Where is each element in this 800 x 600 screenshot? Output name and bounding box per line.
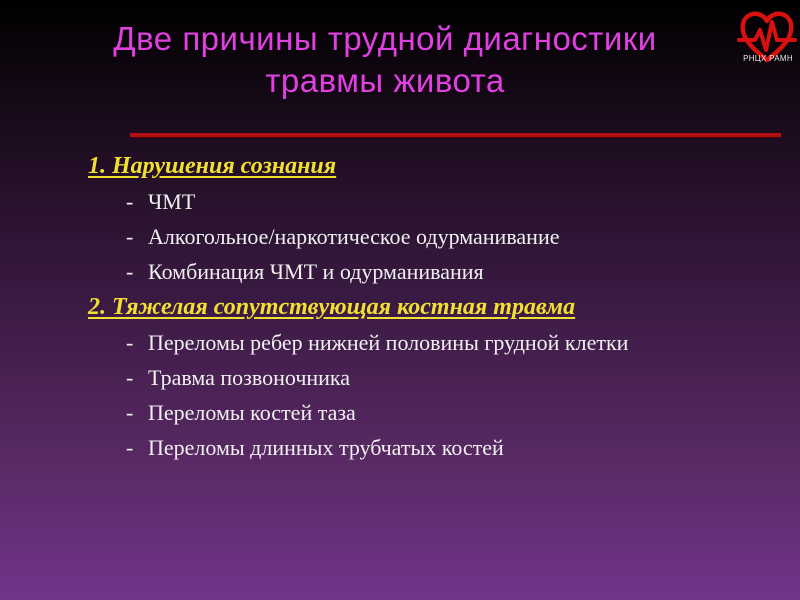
bullet-dash: - — [126, 365, 134, 390]
list-item-text: Комбинация ЧМТ и одурманивания — [148, 259, 484, 284]
list-item-text: ЧМТ — [148, 189, 196, 214]
bullet-dash: - — [126, 189, 134, 214]
section-list-consciousness — [88, 184, 778, 289]
slide-content — [88, 148, 778, 465]
list-item — [126, 430, 778, 465]
list-item — [126, 254, 778, 289]
list-item — [126, 325, 778, 360]
list-item — [126, 360, 778, 395]
list-item-text: Переломы длинных трубчатых костей — [148, 435, 504, 460]
slide-title-line-2: травмы живота — [265, 62, 505, 99]
list-item — [126, 395, 778, 430]
section-heading-consciousness: 1. Нарушения сознания — [88, 153, 337, 179]
bullet-dash: - — [126, 224, 134, 249]
list-item-text: Алкогольное/наркотическое одурманивание — [148, 224, 560, 249]
list-item — [126, 219, 778, 254]
logo-caption: РНЦХ РАМН — [743, 54, 793, 63]
slide-title — [40, 18, 730, 102]
bullet-dash: - — [126, 400, 134, 425]
bullet-dash: - — [126, 259, 134, 284]
title-divider — [130, 133, 781, 137]
list-item-text: Переломы ребер нижней половины грудной клетки — [148, 330, 629, 355]
section-heading-bone-trauma: 2. Тяжелая сопутствующая костная травма — [88, 294, 576, 320]
list-item-text: Травма позвоночника — [148, 365, 351, 390]
slide-title-line-1: Две причины трудной диагностики — [113, 20, 657, 57]
section-list-bone-trauma — [88, 325, 778, 465]
list-item-text: Переломы костей таза — [148, 400, 356, 425]
bullet-dash: - — [126, 330, 134, 355]
list-item — [126, 184, 778, 219]
bullet-dash: - — [126, 435, 134, 460]
